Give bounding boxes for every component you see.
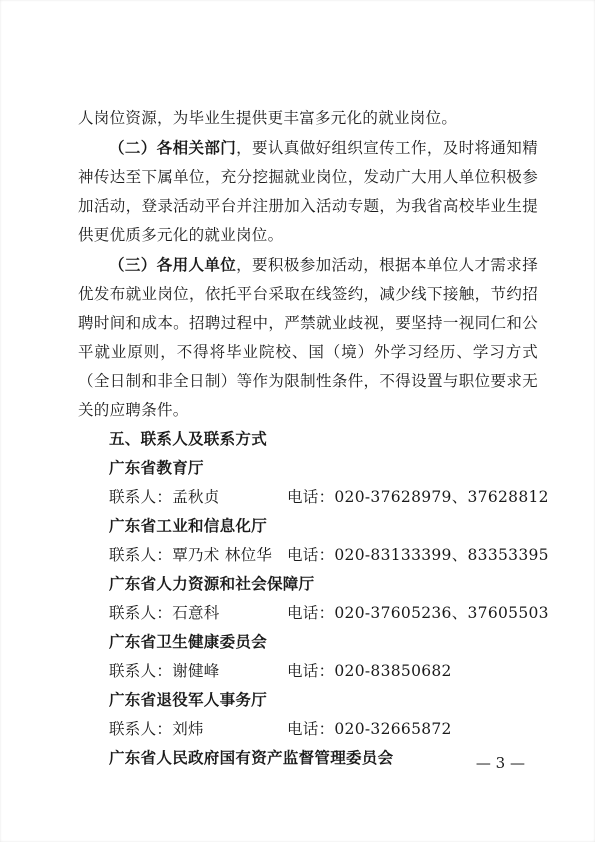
contact-person: 联系人：覃乃术 林位华 [109, 546, 273, 564]
contact-dept: 广东省教育厅 [109, 459, 204, 477]
contact-dept: 广东省工业和信息化厅 [109, 517, 268, 535]
contact-row [78, 657, 538, 686]
contact-row [78, 715, 538, 744]
contact-phone: 电话：020-32665872 [287, 720, 452, 738]
paragraph-lead-employers: （三）各用人单位 [109, 255, 237, 274]
contact-block [78, 686, 538, 744]
contact-dept: 广东省退役军人事务厅 [109, 691, 268, 709]
section-heading-contacts: 五、联系人及联系方式 [109, 430, 268, 448]
paragraph-body-employers: ，要积极参加活动，根据本单位人才需求择优发布就业岗位，依托平台采取在线签约，减少线下接触，节约招聘时间和成本。招聘过程中，严禁就业歧视，要坚持一视同仁和公平就业原则，不得将毕业院校、国（境）外学习经历、学习方式（全日制和非全日制）等作为限制性条件，不得设置与职位要求无关的应聘条件。 [78, 256, 538, 419]
contact-row [78, 483, 549, 512]
contact-row [78, 599, 549, 628]
contact-phone: 电话：020-37605236、37605503 [287, 604, 549, 622]
contact-block [78, 570, 549, 628]
paragraph-body-departments: ，要认真做好组织宣传工作，及时将通知精神传达至下属单位，充分挖掘就业岗位，发动广大用人单位积极参加活动，登录活动平台并注册加入活动专题，为我省高校毕业生提供更优质多元化的就业岗位。 [78, 139, 538, 244]
page-number: — 3 — [475, 754, 525, 772]
contact-block [78, 512, 549, 570]
contact-block [78, 454, 549, 512]
contact-phone: 电话：020-37628979、37628812 [287, 488, 549, 506]
paragraph-lead-departments: （二）各相关部门 [109, 138, 237, 157]
contact-row [78, 541, 549, 570]
contact-person: 联系人：孟秋贞 [109, 488, 220, 506]
contact-person: 联系人：谢健峰 [109, 662, 220, 680]
contact-person: 联系人：刘炜 [109, 720, 204, 738]
contact-person: 联系人：石意科 [109, 604, 220, 622]
paragraph-continuation: 人岗位资源，为毕业生提供更丰富多元化的就业岗位。 [78, 109, 458, 127]
paragraph-departments [78, 133, 538, 250]
contact-phone: 电话：020-83133399、83353395 [287, 546, 549, 564]
document-body [78, 104, 549, 773]
contact-dept: 广东省卫生健康委员会 [109, 633, 268, 651]
paragraph-employers [78, 250, 538, 425]
contact-dept: 广东省人力资源和社会保障厅 [109, 575, 315, 593]
contact-dept-last: 广东省人民政府国有资产监督管理委员会 [109, 749, 394, 767]
contact-phone: 电话：020-83850682 [287, 662, 452, 680]
contact-block [78, 628, 538, 686]
